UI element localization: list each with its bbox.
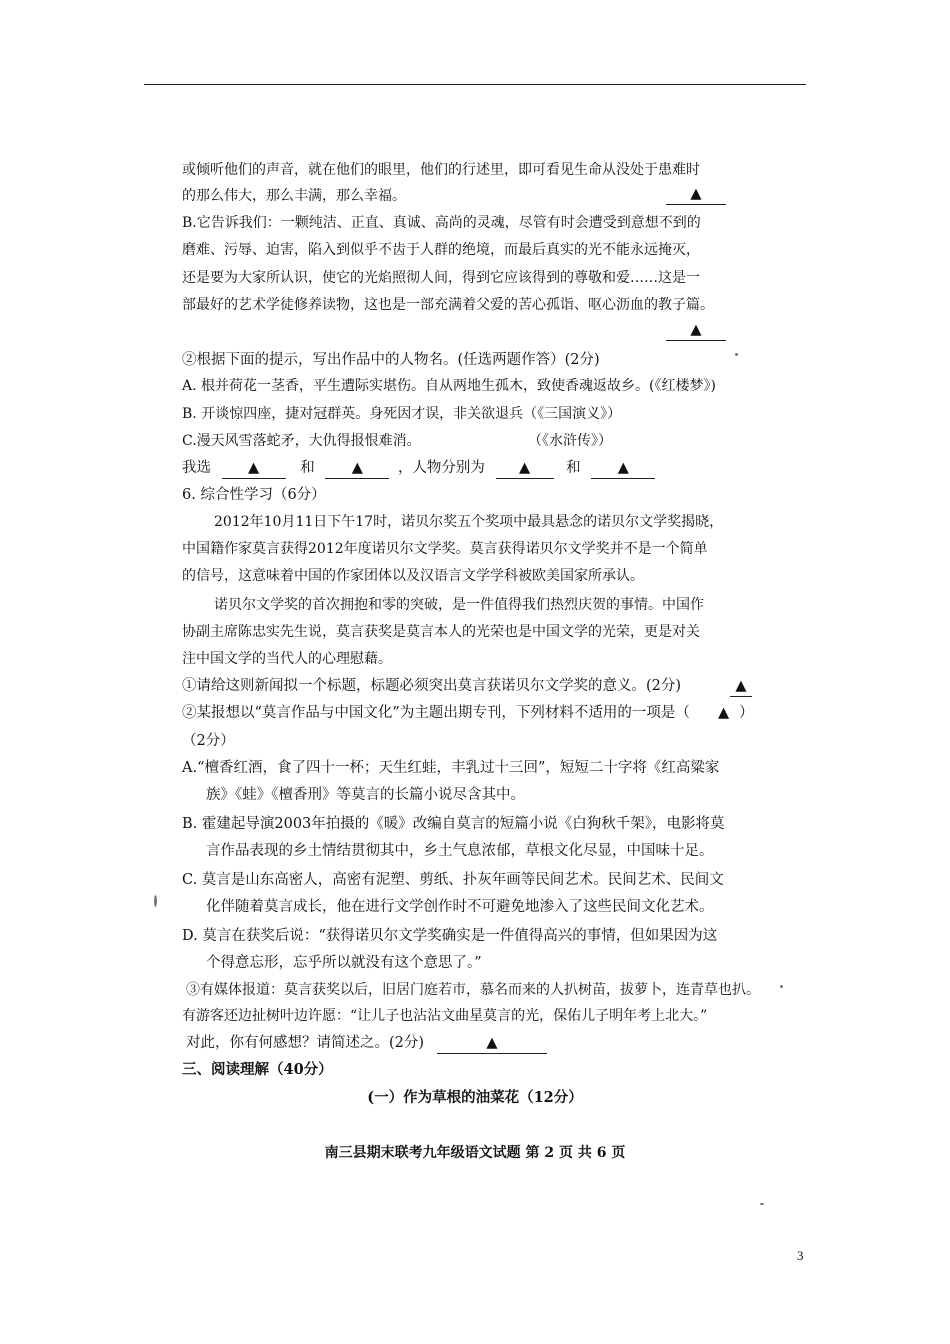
reading-title: (一）作为草根的油菜花（12分） [367,1089,583,1106]
and-label: 和 [300,460,315,476]
choice-c-cont: 化伴随着莫言成长，他在进行文学创作时不可避免地渗入了这些民间文化艺术。 [206,899,714,915]
text-line: 的那么伟大，那么丰满，那么幸福。 [182,188,406,204]
question-line: ②某报想以“莫言作品与中国文化”为主题出期专刊，下列材料不适用的一项是（ [182,705,690,721]
selection-line [182,458,655,479]
points-label: （2分） [182,733,235,749]
select-blank-1[interactable]: ▲ [222,458,286,479]
select-blank-2[interactable]: ▲ [325,458,389,479]
answer-blank: ▲ [666,184,726,205]
choice-c: C. 莫言是山东高密人，高密有泥塑、剪纸、扑灰年画等民间艺术。民间艺术、民间文 [182,872,724,888]
text-line: 诺贝尔文学奖的首次拥抱和零的突破，是一件值得我们热烈庆贺的事情。中国作 [214,597,704,613]
choice-b-cont: 言作品表现的乡土情结贯彻其中，乡土气息浓郁，草根文化尽显，中国味十足。 [206,843,714,859]
page-number: 3 [797,1248,804,1263]
option-a: A. 根并荷花一茎香，平生遭际实堪伤。自从两地生孤木，致使香魂返故乡。(《红楼梦》) [182,378,716,394]
scan-speck [760,1203,764,1205]
name-blank-1[interactable]: ▲ [496,458,554,479]
name-blank-2[interactable]: ▲ [591,458,655,479]
text-line: 部最好的艺术学徒修养读物，这也是一部充满着父爱的苦心孤诣、呕心沥血的教子篇。 [182,297,714,313]
select-label: 我选 [182,460,211,476]
option-c-source: （《水浒传》） [528,433,612,449]
text-line: 有游客还边扯树叶边许愿：“让儿子也沾沾文曲星莫言的光，保佑儿子明年考上北大。” [182,1008,708,1024]
text-line: 磨难、污辱、迫害，陷入到似乎不齿于人群的绝境，而最后真实的光不能永远掩灭， [182,242,700,258]
scan-speck [154,895,157,907]
answer-slot[interactable]: ▲ ） [718,705,754,721]
text-line: 的信号，这意味着中国的作家团体以及汉语言文学学科被欧美国家所承认。 [182,568,644,584]
section-heading: 三、阅读理解（40分） [182,1061,333,1078]
choice-b: B. 霍建起导演2003年拍摄的《暖》改编自莫言的短篇小说《白狗秋千架》，电影将莫 [182,816,725,832]
choice-a-cont: 族》《蛙》《檀香刑》等莫言的长篇小说尽含其中。 [206,787,525,803]
scan-speck [735,353,738,356]
question-line: 对此，你有何感想？请简述之。(2分) [186,1035,425,1051]
option-c: C.漫天风雪落蛇矛，大仇得报恨难消。 [182,433,421,449]
scan-speck [780,985,783,988]
text-line: 注中国文学的当代人的心理慰藉。 [182,651,392,667]
text-line: 还是要为大家所认识，使它的光焰照彻人间，得到它应该得到的尊敬和爱……这是一 [182,270,700,286]
text-line: ③有媒体报道：莫言获奖以后，旧居门庭若市，慕名而来的人扒树苗，拔萝卜，连青草也扒。 [186,982,760,998]
text-line: B.它告诉我们：一颗纯洁、正直、真诚、高尚的灵魂，尽管有时会遭受到意想不到的 [182,215,701,231]
names-label: ，人物分别为 [397,460,485,476]
and-label: 和 [566,460,581,476]
page-footer: 南三县期末联考九年级语文试题 第 2 页 共 6 页 [324,1145,626,1161]
option-b: B. 开谈惊四座，捷对冠群英。身死因才误，非关欲退兵（《三国演义》） [182,406,622,422]
section-heading: 6. 综合性学习（6分） [182,487,326,503]
choice-d-cont: 个得意忘形，忘乎所以就没有这个意思了。” [206,955,482,971]
answer-blank[interactable]: ▲ [437,1033,547,1054]
question-line: ②根据下面的提示，写出作品中的人物名。(任选两题作答）(2分) [182,352,600,368]
text-line: 协副主席陈忠实先生说，莫言获奖是莫言本人的光荣也是中国文学的光荣，更是对关 [182,624,700,640]
text-line: 2012年10月11日下午17时，诺贝尔奖五个奖项中最具悬念的诺贝尔文学奖揭晓， [214,514,724,530]
text-line: 中国籍作家莫言获得2012年度诺贝尔文学奖。莫言获得诺贝尔文学奖并不是一个简单 [182,541,708,557]
answer-blank[interactable]: ▲ [730,676,752,697]
answer-blank: ▲ [666,320,726,341]
question-line: ①请给这则新闻拟一个标题，标题必须突出莫言获诺贝尔文学奖的意义。(2分) [182,678,682,694]
choice-d: D. 莫言在获奖后说：“获得诺贝尔文学奖确实是一件值得高兴的事情，但如果因为这 [182,928,718,944]
text-line: 或倾听他们的声音，就在他们的眼里，他们的行述里，即可看见生命从没处于患难时 [182,162,700,178]
choice-a: A.“檀香红酒，食了四十一杯；天生红蛙，丰乳过十三回”，短短二十字将《红高粱家 [182,760,720,776]
header-rule [144,84,806,85]
